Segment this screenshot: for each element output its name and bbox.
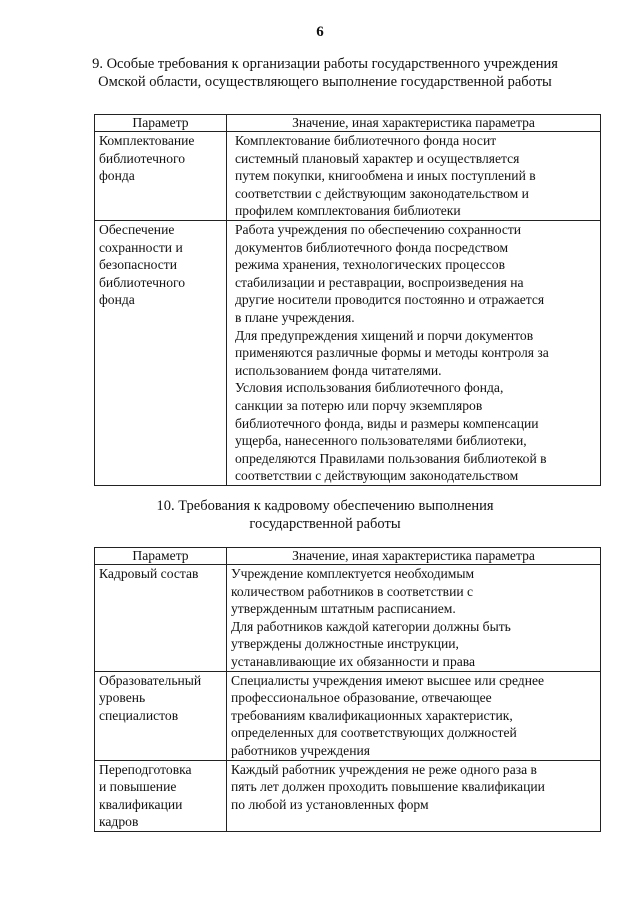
value-line: Каждый работник учреждения не реже одного раза в: [231, 761, 537, 777]
value-cell: [227, 671, 601, 760]
param-cell: [95, 220, 227, 485]
value-cell: [227, 132, 601, 221]
value-line: профилем комплектования библиотеки: [235, 203, 461, 219]
param-cell: [95, 760, 227, 831]
param-line: сохранности и: [99, 239, 183, 255]
value-line: Условия использования библиотечного фонда,: [235, 380, 504, 396]
table-row: [95, 760, 601, 831]
value-line: в плане учреждения.: [235, 309, 355, 325]
table-header-row: [95, 115, 601, 132]
value-line: профессиональное образование, отвечающее: [231, 690, 492, 706]
value-line: Для предупреждения хищений и порчи документов: [235, 327, 534, 343]
value-line: соответствии с действующим законодательством: [235, 468, 519, 484]
value-line: утверждены должностные инструкции,: [231, 636, 459, 652]
value-line: пять лет должен проходить повышение квалификации: [231, 779, 545, 795]
section-9-title-line: Омской области, осуществляющего выполнение государственной работы: [98, 74, 552, 90]
table-row: [95, 220, 601, 485]
staffing-requirements-table: [94, 547, 601, 832]
param-line: Обеспечение: [99, 221, 175, 237]
value-line: по любой из установленных форм: [231, 796, 429, 812]
param-cell: [95, 671, 227, 760]
param-line: Кадровый состав: [99, 566, 199, 581]
value-line: ущерба, нанесенного пользователями библиотеки,: [235, 433, 527, 449]
table-row: [95, 565, 601, 672]
page-number: 6: [316, 24, 324, 40]
value-line: Комплектование библиотечного фонда носит: [235, 133, 497, 148]
value-cell: [227, 760, 601, 831]
value-line: путем покупки, книгообмена и иных поступлений в: [235, 168, 536, 184]
value-line: количеством работников в соответствии с: [231, 583, 474, 599]
value-cell: [227, 220, 601, 485]
value-line: библиотечного фонда, виды и размеры компенсации: [235, 415, 539, 431]
value-line: определяются Правилами пользования библиотекой в: [235, 450, 547, 466]
section-9-title-line: 9. Особые требования к организации работы государственного учреждения: [92, 56, 558, 72]
param-line: Образовательный: [99, 672, 202, 688]
param-line: безопасности: [99, 257, 178, 273]
value-line: требованиям квалификационных характеристик,: [231, 707, 513, 723]
value-line: санкции за потерю или порчу экземпляров: [235, 397, 483, 413]
value-line: устанавливающие их обязанности и права: [231, 653, 476, 669]
header-value: Значение, иная характеристика параметра: [227, 548, 601, 565]
value-line: другие носители проводится постоянно и отражается: [235, 292, 545, 308]
param-line: фонда: [99, 292, 135, 308]
header-parameter: Параметр: [95, 115, 227, 132]
section-10-title-line: государственной работы: [249, 516, 401, 532]
value-line: утвержденным штатным расписанием.: [231, 601, 456, 617]
param-line: и повышение: [99, 779, 177, 795]
header-value: Значение, иная характеристика параметра: [227, 115, 601, 132]
value-line: стабилизации и реставрации, воспроизведения на: [235, 274, 524, 290]
table-row: [95, 132, 601, 221]
param-line: уровень: [99, 690, 146, 706]
value-line: определенных для соответствующих должностей: [231, 725, 517, 741]
section-9-title: [60, 55, 590, 91]
value-line: применяются различные формы и методы контроля за: [235, 345, 549, 361]
value-line: документов библиотечного фонда посредством: [235, 239, 509, 255]
param-line: библиотечного: [99, 150, 186, 166]
table-row: [95, 671, 601, 760]
param-line: квалификации: [99, 796, 183, 812]
value-line: Для работников каждой категории должны быть: [231, 618, 511, 634]
value-line: соответствии с действующим законодательством и: [235, 185, 529, 201]
param-line: фонда: [99, 168, 135, 184]
value-line: использованием фонда читателями.: [235, 362, 442, 378]
param-line: кадров: [99, 814, 139, 830]
value-line: Работа учреждения по обеспечению сохранности: [235, 221, 522, 237]
param-line: специалистов: [99, 707, 179, 723]
value-line: Специалисты учреждения имеют высшее или среднее: [231, 672, 545, 688]
param-line: библиотечного: [99, 274, 186, 290]
special-requirements-table: [94, 114, 601, 486]
value-line: системный плановый характер и осуществляется: [235, 150, 520, 166]
param-cell: [95, 132, 227, 221]
param-line: Переподготовка: [99, 761, 192, 777]
section-10-title: [60, 497, 590, 533]
value-line: Учреждение комплектуется необходимым: [231, 566, 475, 581]
value-line: режима хранения, технологических процессов: [235, 257, 506, 273]
header-parameter: Параметр: [95, 548, 227, 565]
param-cell: [95, 565, 227, 672]
table-header-row: [95, 548, 601, 565]
value-cell: [227, 565, 601, 672]
param-line: Комплектование: [99, 133, 195, 148]
section-10-title-line: 10. Требования к кадровому обеспечению выполнения: [156, 498, 494, 514]
value-line: работников учреждения: [231, 742, 370, 758]
